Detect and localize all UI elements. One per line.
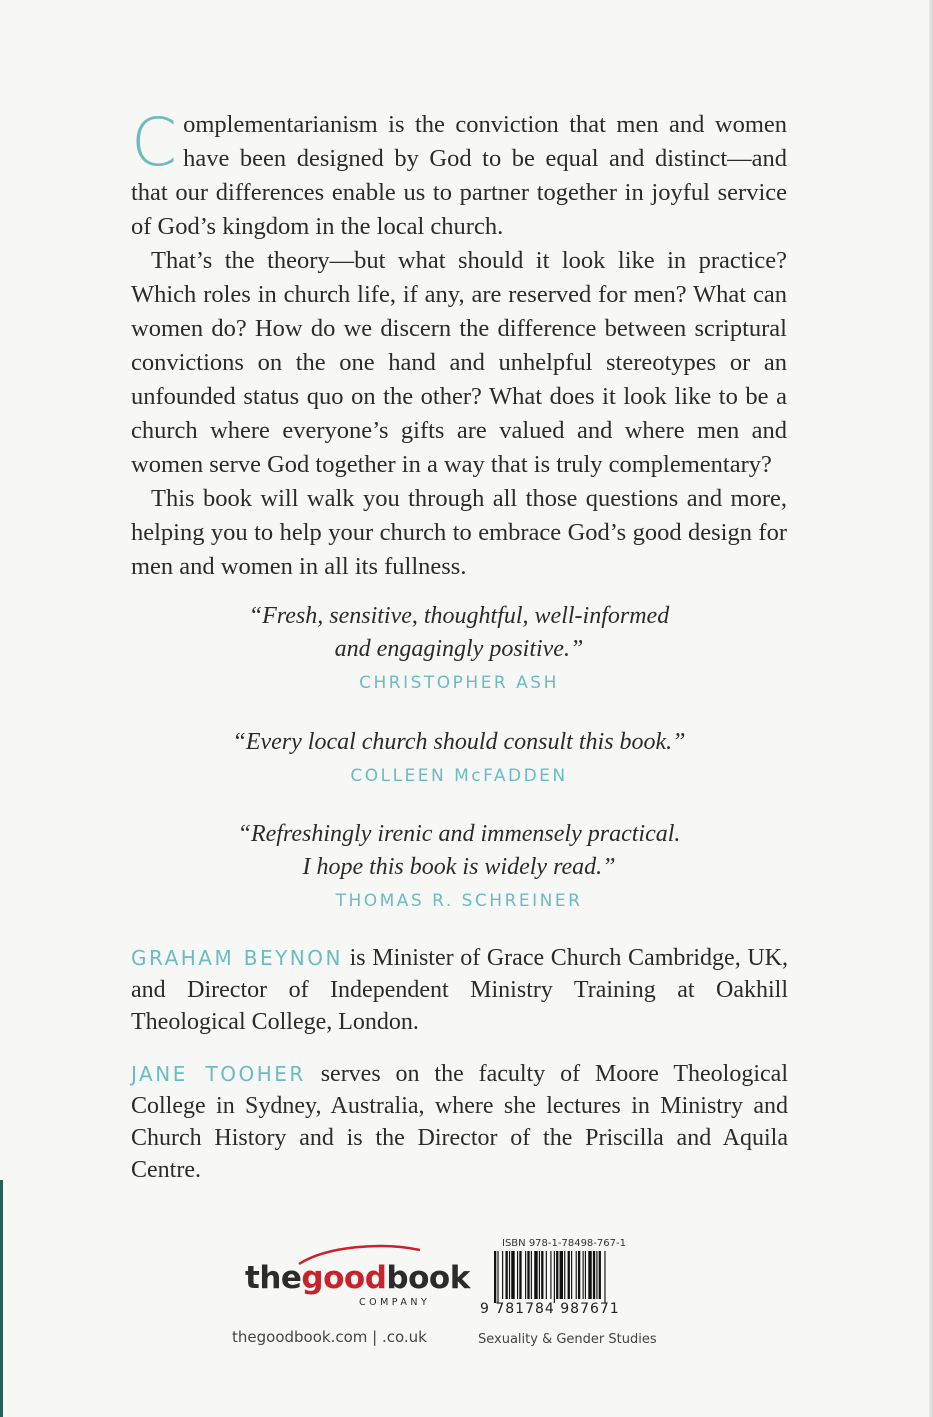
endorsement-quote-line-1: “Refreshingly irenic and immensely practical. <box>237 821 681 847</box>
barcode-icon <box>480 1251 642 1303</box>
endorsement-3 <box>131 818 787 911</box>
cover-right-edge <box>929 0 933 1417</box>
endorsement-author: CHRISTOPHER ASH <box>359 673 559 693</box>
logo-wordmark <box>245 1260 470 1296</box>
author-name: GRAHAM BEYNON <box>131 946 343 970</box>
author-bio-2 <box>131 1058 788 1186</box>
logo-good: good <box>301 1260 387 1296</box>
author-name: JANE TOOHER <box>131 1062 306 1086</box>
isbn-label: ISBN 978-1-78498-767-1 <box>502 1238 626 1249</box>
back-cover-blurb <box>131 104 787 584</box>
endorsement-author: COLLEEN McFADDEN <box>350 766 568 786</box>
endorsement-quote-line-2: I hope this book is widely read.” <box>302 854 616 880</box>
logo-book: book <box>386 1260 470 1296</box>
barcode <box>480 1251 642 1308</box>
endorsement-quote-line-1: “Fresh, sensitive, thoughtful, well-informed <box>248 603 670 629</box>
publisher-website: thegoodbook.com | .co.uk <box>232 1328 427 1346</box>
cover-left-edge <box>0 1180 3 1417</box>
endorsement-1 <box>131 600 787 693</box>
endorsement-quote-line-1: “Every local church should consult this book.” <box>232 729 686 755</box>
endorsement-author: THOMAS R. SCHREINER <box>335 891 583 911</box>
blurb-paragraph-1-text: omplementarianism is the conviction that men and women have been designed by God to be equal and distinct—and that our differences enable us to partner together in joyful service of God’s kingdom in the local church. <box>131 111 787 240</box>
blurb-paragraph-3: This book will walk you through all those questions and more, helping you to help your church to embrace God’s good design for men and women in all its fullness. <box>131 485 787 580</box>
endorsement-2 <box>131 726 787 786</box>
blurb-paragraph-2: That’s the theory—but what should it look like in practice? Which roles in church life, if any, are reserved for men? What can women do? How do we discern the difference between scriptural convictions on the one hand and unhelpful stereotypes or an unfounded status quo on the other? What does it look like to be a church where everyone’s gifts are valued and where men and women serve God together in a way that is truly complementary? <box>131 247 787 478</box>
drop-cap: C <box>131 104 178 181</box>
blurb-paragraph-1 <box>131 104 787 244</box>
barcode-digits: 9 781784 987671 <box>480 1301 620 1317</box>
logo-company: COMPANY <box>359 1297 431 1308</box>
logo-the: the <box>245 1260 302 1296</box>
author-bio-text: serves on the faculty of Moore Theological College in Sydney, Australia, where she lectures in Ministry and Church History and is the Director of the Priscilla and Aquila Centre. <box>131 1061 788 1183</box>
endorsement-quote-line-2: and engagingly positive.” <box>334 636 584 662</box>
author-bio-1 <box>131 942 788 1038</box>
book-category: Sexuality & Gender Studies <box>478 1332 657 1347</box>
author-bio-text: is Minister of Grace Church Cambridge, UK, and Director of Independent Ministry Training at Oakhill Theological College, London. <box>131 945 788 1035</box>
